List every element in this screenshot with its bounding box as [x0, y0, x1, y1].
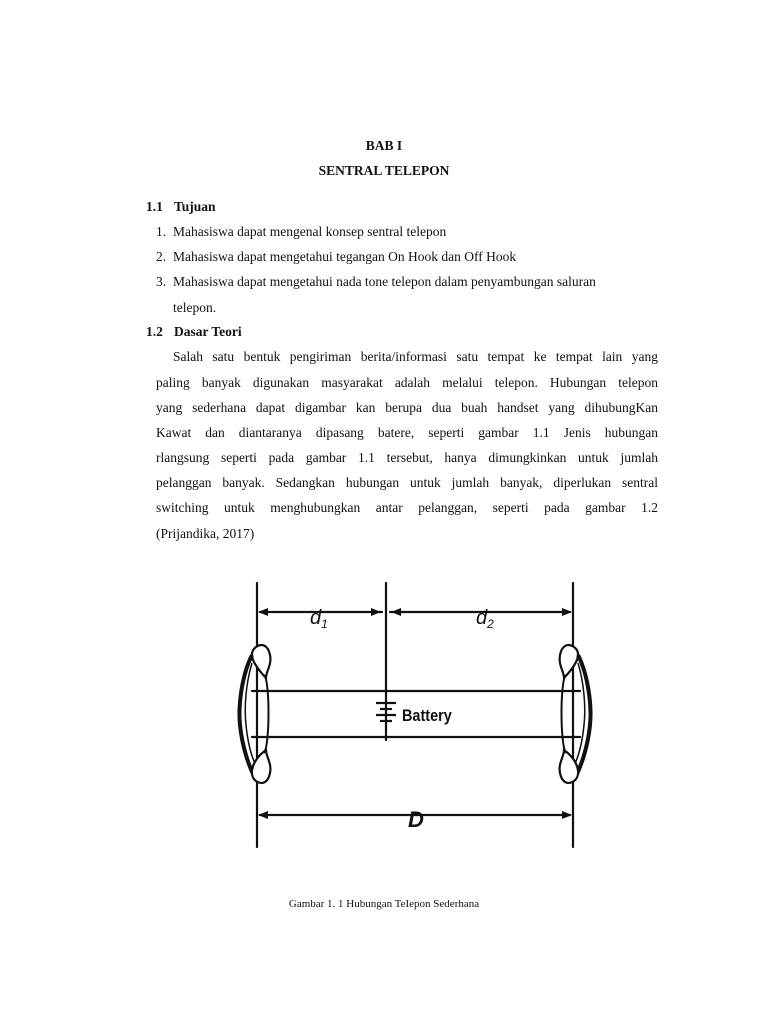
- paragraph-line: rlangsung seperti pada gambar 1.1 tersebut, hanya dimungkinkan untuk jumlah: [156, 450, 658, 465]
- telephone-circuit-figure: [230, 575, 600, 855]
- list-item-number: 2.: [156, 249, 167, 264]
- chapter-title: SENTRAL TELEPON: [318, 163, 450, 178]
- left-handset-icon: [240, 645, 271, 783]
- chapter-label: BAB I: [365, 138, 403, 153]
- list-item-text: Mahasiswa dapat mengetahui nada tone telepon dalam penyambungan saluran: [173, 274, 596, 289]
- section-title: Tujuan: [174, 199, 216, 214]
- section-number: 1.2: [146, 324, 163, 339]
- list-item-text: Mahasiswa dapat mengenal konsep sentral telepon: [173, 224, 447, 239]
- paragraph-line: (Prijandika, 2017): [156, 526, 255, 541]
- paragraph-line: pelanggan banyak. Sedangkan hubungan untuk jumlah banyak, diperlukan sentral: [156, 475, 658, 490]
- figure-caption: Gambar 1. 1 Hubungan TeIepon Sederhana: [288, 898, 480, 910]
- paragraph-line: yang sederhana dapat digambar kan berupa dua buah handset yang dihubungKan: [156, 400, 658, 415]
- paragraph-line: Salah satu bentuk pengiriman berita/informasi satu tempat ke tempat lain yang: [173, 349, 658, 364]
- list-item-text: telepon.: [173, 300, 217, 315]
- list-item-number: 3.: [156, 274, 167, 289]
- label-d1: $d_1$: [310, 607, 328, 631]
- paragraph-line: paling banyak digunakan masyarakat adalah melalui telepon. Hubungan telepon: [156, 375, 658, 390]
- paragraph-line: switching untuk menghubungkan antar pelanggan, seperti pada gambar 1.2: [156, 500, 658, 515]
- label-battery: Battery: [402, 706, 452, 726]
- label-distance-D: D: [408, 807, 424, 832]
- list-item-text: Mahasiswa dapat mengetahui tegangan On Hook dan Off Hook: [173, 249, 517, 264]
- section-heading-tujuan: [146, 199, 216, 215]
- list-item-number: 1.: [156, 224, 167, 239]
- section-title: Dasar Teori: [174, 324, 242, 339]
- section-heading-dasar-teori: [146, 324, 242, 340]
- section-number: 1.1: [146, 199, 163, 214]
- paragraph-line: Kawat dan diantaranya dipasang batere, seperti gambar 1.1 Jenis hubungan: [156, 425, 658, 440]
- label-d2: $d_2$: [476, 607, 494, 631]
- right-handset-icon: [560, 645, 591, 783]
